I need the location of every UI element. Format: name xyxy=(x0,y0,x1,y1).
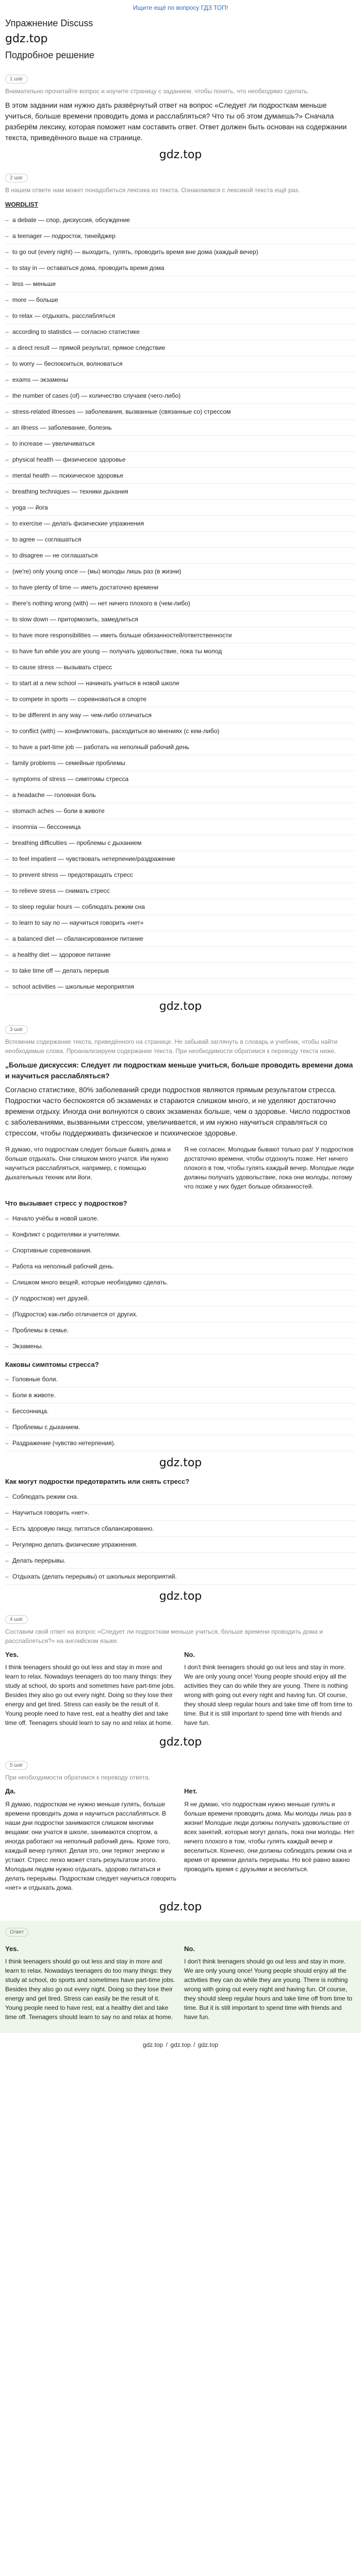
top-link[interactable]: Ищите ещё по вопросу ГДЗ ТОП! xyxy=(133,4,228,11)
word-item: – a direct result — прямой результат, прямое следствие xyxy=(5,340,356,356)
word-item: – a teenager — подросток, тинейджер xyxy=(5,228,356,244)
watermark: gdz.top xyxy=(159,1736,202,1749)
text-paragraph: Согласно статистике, 80% заболеваний среди подростков являются прямым результатом стресса. Подростки часто беспокоятся об экзаменах и стараются слишком много, и не уделяют достаточно времени отдыху. Иногда они волнуются о своих экзаменах больше, чем о здоровье. Число подростков с заболеваниями, вызванными стрессом, увеличивается, и им нужно научиться справляться со стрессом, чтобы поддерживать физическое и психическое здоровье. xyxy=(5,1086,351,1137)
word-item: – to have more responsibilities — иметь больше обязанностей/ответственности xyxy=(5,628,356,643)
top-banner xyxy=(0,0,361,14)
step-desc-2: В нашем ответе нам может понадобиться лексика из текста. Ознакомимся с лексикой текста ещё раз. xyxy=(5,187,300,194)
cause-item: – Слишком много вещей, которые необходимо сделать. xyxy=(5,1275,356,1291)
final-yes-column xyxy=(5,1944,177,2024)
word-item: – stress-related illnesses — заболевания, вызванные (связанные со) стрессом xyxy=(5,404,356,420)
page-title: Упражнение Discuss xyxy=(5,18,93,28)
footer-item: gdz.top xyxy=(142,2041,163,2048)
word-item: – to be different in any way — чем-либо отличаться xyxy=(5,707,356,723)
word-item: – to prevent stress — предотвращать стресс xyxy=(5,867,356,883)
watermark: gdz.top xyxy=(159,1456,202,1469)
net-column xyxy=(184,1786,356,1894)
word-item: – to have plenty of time — иметь достаточно времени xyxy=(5,580,356,596)
footer: gdz.top / gdz.top / gdz.top xyxy=(142,2041,219,2048)
word-item: – to agree — соглашаться xyxy=(5,532,356,548)
cause-item: – Работа на неполный рабочий день. xyxy=(5,1259,356,1275)
page-subtitle: Подробное решение xyxy=(5,50,94,60)
watermark: gdz.top xyxy=(5,32,48,45)
word-item: – to sleep regular hours — соблюдать режим сна xyxy=(5,899,356,915)
opinion-left-text: Я думаю, что подросткам следует больше бывать дома и больше отдыхать. Они слишком много учатся. Им нужно научиться расслабляться, например, с помощью дыхательных техник или йоги. xyxy=(5,1146,171,1181)
word-item: – to worry — беспокоиться, волноваться xyxy=(5,356,356,372)
net-head: Нет. xyxy=(184,1787,198,1795)
word-item: – insomnia — бессонница xyxy=(5,819,356,835)
cause-item: – Спортивные соревнования. xyxy=(5,1243,356,1259)
word-item: – to slow down — притормозить, замедлиться xyxy=(5,612,356,628)
answer-block xyxy=(0,1921,361,2033)
word-item: – a healthy diet — здоровое питание xyxy=(5,947,356,963)
symptom-item: – Боли в животе. xyxy=(5,1387,356,1403)
yes-head: Yes. xyxy=(5,1650,19,1658)
word-item: – more — больше xyxy=(5,292,356,308)
step-desc-4: Составим свой ответ на вопрос «Следует ли подросткам меньше учиться, больше времени проводить дома и расслабляться?» на английском языке. xyxy=(5,1628,323,1645)
prevent-item: – Научиться говорить «нет». xyxy=(5,1505,356,1521)
cause-item: – Конфликт с родителями и учителями. xyxy=(5,1227,356,1243)
step-desc-3: Вспомним содержание текста, приведённого на странице. Не забывай заглянуть в словарь и учебник, чтобы найти необходимые слова. Проанализируем содержание текста. При необходимости обратимся к переводу текста ниже. xyxy=(5,1038,338,1055)
no-text: I don't think teenagers should go out less and stay in more. We are only young once! Young people should enjoy all the activities they can do while they are young. There is nothing wrong with going out every night and having fun. Of course, they should sleep regular hours and take time off from time to time. But it is still important to spend time with friends and have fun. xyxy=(184,1664,352,1726)
cause-item: – (Подросток) как-либо отличается от других. xyxy=(5,1307,356,1323)
word-item: – a headache — головная боль xyxy=(5,787,356,803)
word-item: – to learn to say no — научиться говорить «нет» xyxy=(5,915,356,931)
da-head: Да. xyxy=(5,1787,16,1795)
watermark: gdz.top xyxy=(159,1589,202,1603)
no-column xyxy=(184,1650,356,1730)
word-item: – to stay in — оставаться дома, проводить время дома xyxy=(5,260,356,276)
step-badge-5: 5 шаг xyxy=(5,1761,28,1770)
word-item: – to have a part-time job — работать на неполный рабочий день xyxy=(5,739,356,755)
cause-item: – Проблемы в семье. xyxy=(5,1323,356,1338)
symptom-item: – Бессонница. xyxy=(5,1403,356,1419)
word-item: – to take time off — делать перерыв xyxy=(5,963,356,979)
prevent-item: – Соблюдать режим сна. xyxy=(5,1489,356,1505)
symptom-item: – Проблемы с дыханием. xyxy=(5,1419,356,1435)
watermark: gdz.top xyxy=(159,1900,202,1913)
footer-item: gdz.top xyxy=(198,2041,219,2048)
word-item: – to disagree — не соглашаться xyxy=(5,548,356,564)
step1-text: В этом задании нам нужно дать развёрнутый ответ на вопрос «Следует ли подросткам меньше учиться, больше времени проводить дома и расслабляться? Что ты об этом думаешь?» Сначала разберём лексику, которая поможет нам составить ответ. Ответ должен быть основан на содержании текста, приведённого выше на странице. xyxy=(5,101,347,142)
translation-columns xyxy=(5,1786,356,1894)
prevent-item: – Делать перерывы. xyxy=(5,1553,356,1569)
word-item: – according to statistics — согласно статистике xyxy=(5,324,356,340)
word-item: – to exercise — делать физические упражнения xyxy=(5,516,356,532)
word-item: – to cause stress — вызывать стресс xyxy=(5,659,356,675)
word-item: – a balanced diet — сбалансированное питание xyxy=(5,931,356,947)
word-item: – less — меньше xyxy=(5,276,356,292)
main-content xyxy=(0,16,361,2067)
wordlist xyxy=(5,212,356,995)
cause-item: – (У подростков) нет друзей. xyxy=(5,1291,356,1307)
da-column xyxy=(5,1786,177,1894)
word-item: – the number of cases (of) — количество случаев (чего-либо) xyxy=(5,388,356,404)
word-item: – to relax — отдыхать, расслабляться xyxy=(5,308,356,324)
word-item: – mental health — психическое здоровье xyxy=(5,468,356,484)
final-yes-head: Yes. xyxy=(5,1944,19,1953)
cause-item: – Начало учёбы в новой школе. xyxy=(5,1211,356,1227)
answer-badge: Ответ xyxy=(5,1928,28,1937)
opinion-right-text: Я не согласен. Молодым бывают только раз! У подростков достаточно времени, чтобы отдохнуть позже. Нет ничего плохого в том, чтобы гулять каждый вечер. Молодые люди должны получать удовольствие, пока они молоды, потому что позже у них будет больше обязанностей. xyxy=(184,1146,354,1190)
word-item: – to start at a new school — начинать учиться в новой школе xyxy=(5,675,356,691)
word-item: – exams — экзамены xyxy=(5,372,356,388)
word-item: – to compete in sports — соревноваться в спорте xyxy=(5,691,356,707)
final-no-head: No. xyxy=(184,1944,195,1953)
final-answer-columns xyxy=(5,1944,356,2024)
question-symptoms: Каковы симптомы стресса? xyxy=(5,1360,99,1368)
causes-list xyxy=(5,1211,356,1354)
step-badge-3: 3 шаг xyxy=(5,1025,28,1034)
word-item: – to have fun while you are young — получать удовольствие, пока ты молод xyxy=(5,643,356,659)
final-no-text: I don't think teenagers should go out less and stay in more. We are only young once! Young people should enjoy all the activities they can do while they are young. There is nothing wrong with going out every night and having fun. Of course, they should sleep regular hours and take time off from time to time. But it is still important to spend time with friends and have fun. xyxy=(184,1958,352,2021)
step-desc-1: Внимательно прочитайте вопрос и изучите страницу с заданием, чтобы понять, что необходимо сделать. xyxy=(5,88,309,95)
step-desc-5: При необходимости обратимся к переводу ответа. xyxy=(5,1774,151,1781)
yes-column xyxy=(5,1650,177,1730)
question-title: „Больше дискуссия: Следует ли подросткам меньше учиться, больше проводить времени дома и научиться расслабляться? xyxy=(5,1061,353,1080)
watermark: gdz.top xyxy=(159,1000,202,1013)
symptom-item: – Раздражение (чувство нетерпения). xyxy=(5,1435,356,1451)
word-item: – to conflict (with) — конфликтовать, расходиться во мнениях (с кем-либо) xyxy=(5,723,356,739)
word-item: – symptoms of stress — симптомы стресса xyxy=(5,771,356,787)
wordlist-title: WORDLIST xyxy=(5,201,38,208)
word-item: – to increase — увеличиваться xyxy=(5,436,356,452)
question-prevent: Как могут подростки предотвратить или снять стресс? xyxy=(5,1478,190,1485)
footer-item: gdz.top xyxy=(170,2041,191,2048)
symptom-item: – Головные боли. xyxy=(5,1371,356,1387)
step-badge-1: 1 шаг xyxy=(5,75,28,83)
word-item: – yoga — йога xyxy=(5,500,356,516)
word-item: – to feel impatient — чувствовать нетерпение/раздражение xyxy=(5,851,356,867)
step-badge-4: 4 шаг xyxy=(5,1615,28,1624)
answer-columns xyxy=(5,1650,356,1730)
word-item: – to go out (every night) — выходить, гулять, проводить время вне дома (каждый вечер) xyxy=(5,244,356,260)
word-item: – an illness — заболевание, болезнь xyxy=(5,420,356,436)
word-item: – there's nothing wrong (with) — нет ничего плохого в (чем-либо) xyxy=(5,596,356,612)
word-item: – school activities — школьные мероприятия xyxy=(5,979,356,995)
word-item: – physical health — физическое здоровье xyxy=(5,452,356,468)
word-item: – a debate — спор, дискуссия, обсуждение xyxy=(5,212,356,228)
prevent-item: – Регулярно делать физические упражнения. xyxy=(5,1537,356,1553)
final-yes-text: I think teenagers should go out less and stay in more and learn to relax. Nowadays teenagers do too many things: they study at school, do sports and sometimes have part-time jobs. Besides they also go out every night. Doing so they lose their energy and get tired. Stress can easily be the result of it. Young people need to have rest, eat a healthy diet and take time off. Teenagers should learn to say no and relax at home. xyxy=(5,1958,175,2021)
question-causes: Что вызывает стресс у подростков? xyxy=(5,1199,127,1207)
word-item: – to relieve stress — снимать стресс xyxy=(5,883,356,899)
opinions xyxy=(5,1143,356,1193)
word-item: – family problems — семейные проблемы xyxy=(5,755,356,771)
word-item: – breathing difficulties — проблемы с дыханием xyxy=(5,835,356,851)
prevent-item: – Есть здоровую пищу, питаться сбалансированно. xyxy=(5,1521,356,1537)
yes-text: I think teenagers should go out less and stay in more and learn to relax. Nowadays teenagers do too many things: they study at school, do sports and sometimes have part-time jobs. Besides they also go out every night. Doing so they lose their energy and get tired. Stress can easily be the result of it. Young people need to have rest, eat a healthy diet and take time off. Teenagers should learn to say no and relax at home. xyxy=(5,1664,175,1726)
prevent-item: – Отдыхать (делать перерывы) от школьных мероприятий. xyxy=(5,1569,356,1585)
da-text: Я думаю, подросткам не нужно меньше гулять, больше времени проводить дома и научиться расслабляться. В наши дни подростки занимаются слишком многими вещами: они учатся в школе, занимаются спортом, а иногда работают на неполный рабочий день. Кроме того, каждый вечер гуляют. Делая это, они теряют энергию и устают. Стресс легко может стать результатом этого. Молодым людям нужно отдыхать, здорово питаться и делать перерывы. Подросткам следует научиться говорить «нет» и отдыхать дома. xyxy=(5,1800,176,1891)
cause-item: – Экзамены. xyxy=(5,1338,356,1354)
word-item: – breathing techniques — техники дыхания xyxy=(5,484,356,500)
symptoms-list xyxy=(5,1371,356,1451)
opinion-left xyxy=(5,1143,177,1193)
word-item: – (we're) only young once — (мы) молоды лишь раз (в жизни) xyxy=(5,564,356,580)
prevent-list xyxy=(5,1489,356,1585)
opinion-right xyxy=(184,1143,356,1193)
step-badge-2: 2 шаг xyxy=(5,174,28,182)
final-no-column xyxy=(184,1944,356,2024)
word-item: – stomach aches — боли в животе xyxy=(5,803,356,819)
no-head: No. xyxy=(184,1650,195,1658)
net-text: Я не думаю, что подросткам нужно меньше гулять и больше времени проводить дома. Мы молоды лишь раз в жизни! Молодые люди должны получать удовольствие от всех занятий, которые могут делать, пока они молоды. Нет ничего плохого в том, чтобы гулять каждый вечер и веселиться. Конечно, они должны соблюдать режим сна и время от времени делать перерывы. Но всё равно важно проводить время с друзьями и веселиться. xyxy=(184,1800,355,1873)
watermark: gdz.top xyxy=(159,148,202,161)
